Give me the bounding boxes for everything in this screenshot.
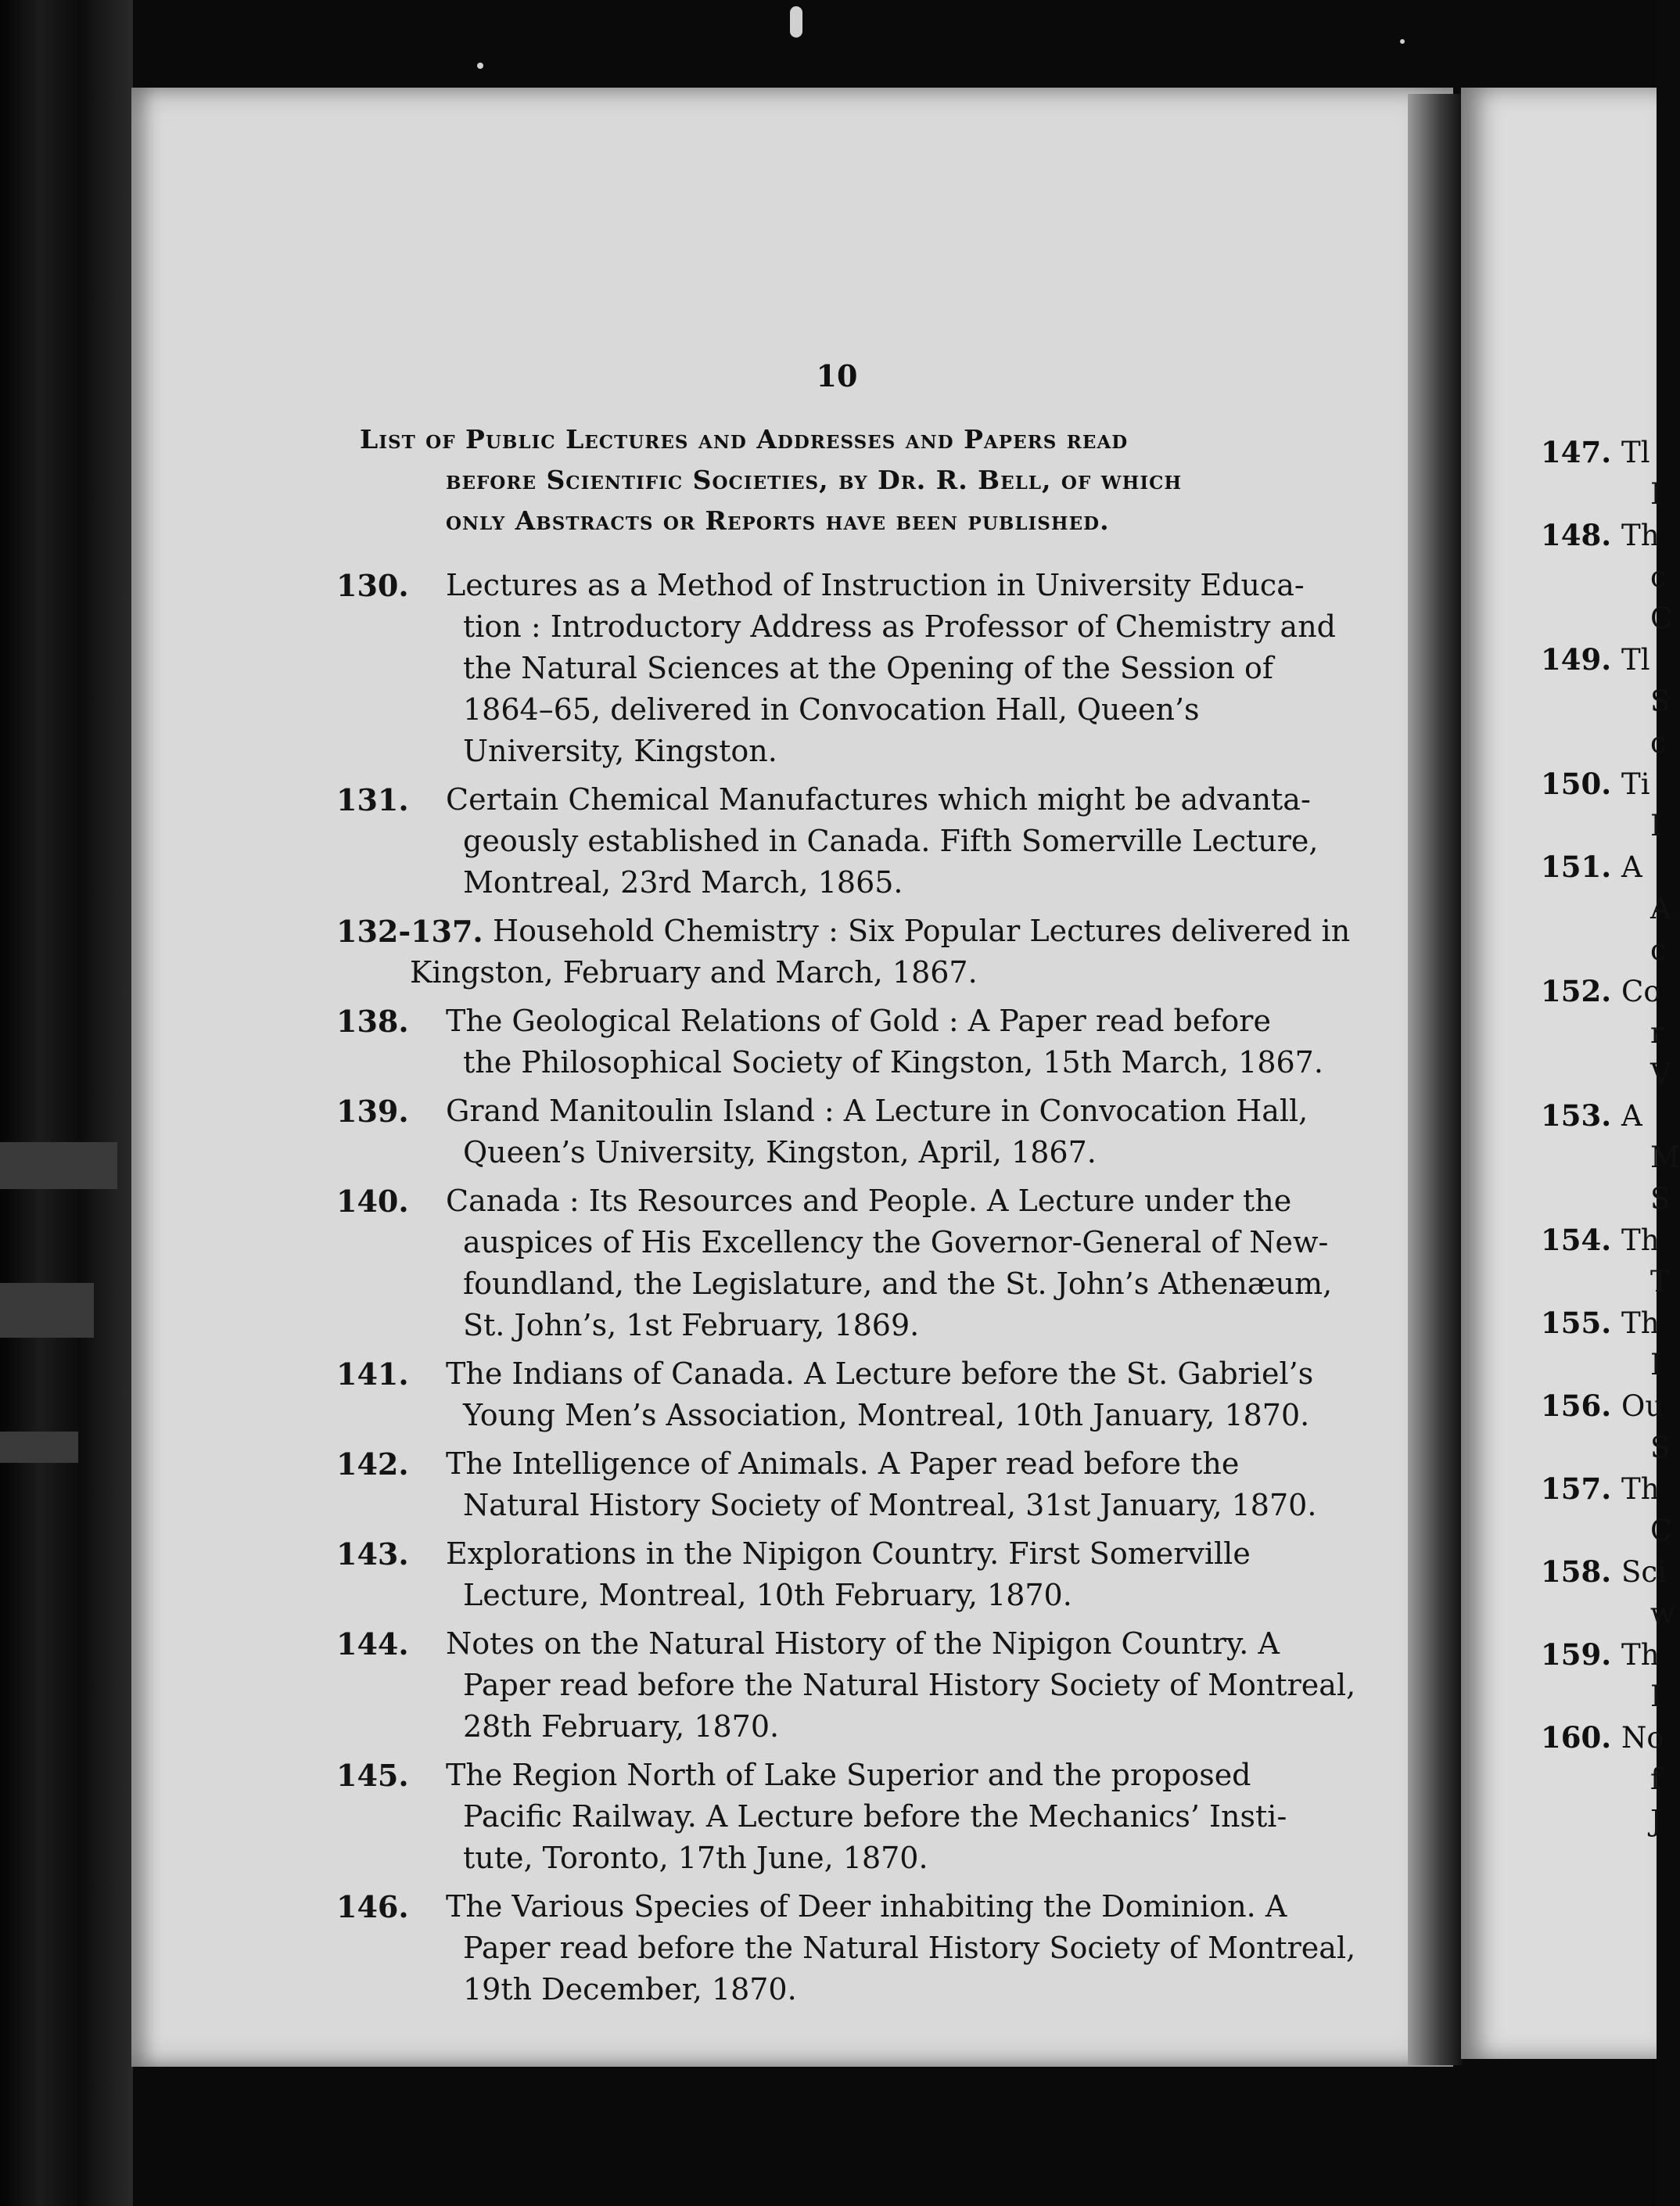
entry-line: foundland, the Legislature, and the St. John’s Athenæum, [463, 1266, 1333, 1301]
right-entry-number: 156. [1541, 1389, 1612, 1423]
film-artifact [0, 1432, 78, 1463]
right-entry-number: 147. [1541, 435, 1612, 469]
right-entry-number: 151. [1541, 850, 1612, 884]
right-entry-fragment: Tl [1621, 436, 1650, 469]
list-heading [360, 419, 1314, 541]
entry-number: 139. [336, 1094, 409, 1129]
heading-line: before Scientific Societies, by Dr. R. Bell, of which [446, 465, 1183, 495]
heading-line: only Abstracts or Reports have been published. [446, 505, 1110, 536]
list-item [336, 1755, 1306, 1879]
heading-line: List of Public Lectures and Addresses and Papers read [360, 424, 1129, 454]
entry-text [336, 1353, 1314, 1436]
entry-number: 130. [336, 568, 409, 603]
entry-line: The Region North of Lake Superior and the proposed [446, 1758, 1251, 1792]
right-entry-continuation: S [1650, 684, 1671, 718]
right-entry-continuation: c [1650, 726, 1667, 760]
entry-line: The Geological Relations of Gold : A Paper read before [446, 1004, 1271, 1038]
right-entry-continuation: J [1650, 1804, 1662, 1838]
right-entry-continuation: M [1650, 1141, 1680, 1174]
entry-line: auspices of His Excellency the Governor-General of New- [463, 1225, 1329, 1259]
right-entry-fragment: No [1621, 1721, 1664, 1755]
list-item [336, 1443, 1317, 1526]
entry-text [336, 1886, 1356, 2010]
list-item [336, 1090, 1306, 1173]
right-entry-fragment: Co [1621, 975, 1661, 1008]
entry-line: The Indians of Canada. A Lecture before the St. Gabriel’s [446, 1356, 1314, 1391]
right-entry-number: 154. [1541, 1223, 1612, 1257]
right-entry-continuation: S [1650, 1431, 1671, 1464]
entry-line: Grand Manitoulin Island : A Lecture in Convocation Hall, [446, 1094, 1308, 1128]
entry-number: 141. [336, 1356, 409, 1392]
right-entry-fragment: A [1621, 850, 1642, 884]
right-entry [1541, 971, 1661, 1012]
entry-line: Kingston, February and March, 1867. [410, 955, 978, 990]
list-item [336, 565, 1337, 772]
right-entry-number: 149. [1541, 642, 1612, 677]
entry-line: 28th February, 1870. [463, 1709, 780, 1744]
right-entry-fragment: A [1621, 1099, 1642, 1133]
right-entry-continuation: S [1650, 1182, 1671, 1216]
entry-text [336, 1090, 1306, 1173]
right-entry-continuation: I [1650, 809, 1662, 843]
list-item [336, 1533, 1306, 1616]
book-gutter [1408, 94, 1463, 2065]
film-artifact [0, 1283, 94, 1338]
right-entry-number: 152. [1541, 974, 1612, 1008]
right-entry [1541, 1717, 1664, 1759]
right-entry-number: 160. [1541, 1720, 1612, 1755]
entry-line: Certain Chemical Manufactures which might be advanta- [446, 782, 1311, 817]
page-number: 10 [816, 358, 858, 393]
right-page-entries [1541, 432, 1680, 1841]
entry-text [336, 565, 1337, 772]
entry-line: The Various Species of Deer inhabiting the Dominion. A [446, 1889, 1287, 1924]
entry-line: St. John’s, 1st February, 1869. [463, 1308, 920, 1342]
right-entry-continuation: f [1650, 1762, 1661, 1796]
film-edge-strip [0, 0, 133, 2206]
entry-line: Queen’s University, Kingston, April, 1867. [463, 1135, 1097, 1169]
right-entry-fragment: Sci [1621, 1555, 1667, 1589]
right-entry [1541, 432, 1657, 473]
entry-number: 145. [336, 1758, 409, 1793]
entry-line: 19th December, 1870. [463, 1972, 797, 2007]
right-entry-number: 148. [1541, 518, 1612, 552]
right-entry-fragment: Th [1621, 1638, 1660, 1672]
right-entry [1541, 763, 1657, 805]
entry-number: 140. [336, 1184, 409, 1219]
entry-number: 143. [336, 1536, 409, 1572]
entry-line: Paper read before the Natural History Society of Montreal, [463, 1931, 1356, 1965]
entry-number: 132-137. [336, 914, 483, 949]
entry-line: Lecture, Montreal, 10th February, 1870. [463, 1578, 1072, 1612]
right-entry-continuation: C [1650, 1514, 1673, 1547]
entry-text [336, 779, 1319, 904]
entry-text [336, 1443, 1317, 1526]
list-item [336, 1886, 1356, 2010]
entry-line: Lectures as a Method of Instruction in University Educa- [446, 568, 1305, 602]
entry-line: the Philosophical Society of Kingston, 15th March, 1867. [463, 1045, 1323, 1080]
right-entry-continuation: I [1650, 1348, 1662, 1381]
right-entry-fragment: Th [1621, 1472, 1660, 1506]
scan-dust [1400, 39, 1405, 44]
list-item [336, 1623, 1356, 1748]
right-entry-fragment: Th [1621, 519, 1660, 552]
entry-number: 146. [336, 1889, 409, 1924]
right-entry-fragment: Th [1621, 1223, 1660, 1257]
entry-line: Explorations in the Nipigon Country. First Somerville [446, 1536, 1251, 1571]
entry-line: Paper read before the Natural History Society of Montreal, [463, 1668, 1356, 1702]
right-entry-continuation: I [1650, 477, 1662, 511]
entry-line: Montreal, 23rd March, 1865. [463, 865, 903, 900]
entry-number: 138. [336, 1004, 409, 1039]
right-entry-number: 158. [1541, 1554, 1612, 1589]
right-entry-continuation: V [1650, 1058, 1671, 1091]
right-entry [1541, 1551, 1667, 1593]
entry-line: 1864–65, delivered in Convocation Hall, Queen’s [463, 692, 1200, 727]
right-entry-number: 155. [1541, 1306, 1612, 1340]
list-item [336, 1180, 1333, 1346]
entry-text [336, 1180, 1333, 1346]
entry-line: Canada : Its Resources and People. A Lecture under the [446, 1184, 1292, 1218]
entry-line: Notes on the Natural History of the Nipigon Country. A [446, 1626, 1280, 1661]
right-entry [1541, 1634, 1660, 1676]
right-entry-number: 157. [1541, 1471, 1612, 1506]
right-entry [1541, 846, 1657, 888]
entry-number: 131. [336, 782, 409, 817]
entry-text [336, 1533, 1306, 1616]
entry-line: Pacific Railway. A Lecture before the Mechanics’ Insti- [463, 1799, 1287, 1834]
entry-number: 144. [336, 1626, 409, 1662]
entry-line: geously established in Canada. Fifth Somerville Lecture, [463, 824, 1319, 858]
right-entry-fragment: Tl [1621, 643, 1650, 677]
right-entry-continuation: T [1650, 1265, 1670, 1299]
list-item [336, 1353, 1314, 1436]
right-entry-fragment: Th [1621, 1306, 1660, 1340]
entry-line: Natural History Society of Montreal, 31st January, 1870. [463, 1488, 1317, 1522]
entry-line: Household Chemistry : Six Popular Lectures delivered in [493, 914, 1351, 948]
right-entry [1541, 1095, 1657, 1137]
right-entry-continuation: r [1650, 1016, 1664, 1050]
list-item [336, 911, 1351, 993]
right-entry [1541, 1220, 1660, 1261]
entry-line: tute, Toronto, 17th June, 1870. [463, 1841, 928, 1875]
right-entry-number: 153. [1541, 1098, 1612, 1133]
entry-line: the Natural Sciences at the Opening of the Session of [463, 651, 1273, 685]
entry-number: 142. [336, 1446, 409, 1482]
entry-line: University, Kingston. [463, 734, 777, 768]
right-entry-number: 150. [1541, 767, 1612, 801]
right-entry-number: 159. [1541, 1637, 1612, 1672]
list-item [336, 1001, 1323, 1083]
entry-text [336, 1623, 1356, 1748]
entry-line: The Intelligence of Animals. A Paper read before the [446, 1446, 1240, 1481]
right-entry-continuation: c [1650, 560, 1667, 594]
entry-list [336, 565, 1356, 2017]
right-entry-fragment: Ou [1621, 1389, 1664, 1423]
entry-line: tion : Introductory Address as Professor of Chemistry and [463, 609, 1337, 644]
right-entry-fragment: Ti [1621, 767, 1650, 801]
right-entry [1541, 515, 1660, 556]
scan-dust [790, 6, 802, 38]
right-entry-continuation: w [1650, 1597, 1675, 1630]
list-item [336, 779, 1319, 904]
right-entry-continuation: c [1650, 933, 1667, 967]
right-entry [1541, 1468, 1660, 1510]
entry-text [336, 1001, 1323, 1083]
right-entry [1541, 1385, 1664, 1427]
film-artifact [0, 1142, 117, 1189]
right-entry [1541, 639, 1657, 681]
scan-dust [477, 63, 483, 69]
entry-text [336, 1755, 1306, 1879]
entry-line: Young Men’s Association, Montreal, 10th January, 1870. [463, 1398, 1310, 1432]
right-entry [1541, 1302, 1660, 1344]
right-entry-continuation: I [1650, 1680, 1662, 1713]
right-entry-continuation: C [1650, 602, 1673, 635]
right-entry-continuation: A [1650, 892, 1671, 925]
